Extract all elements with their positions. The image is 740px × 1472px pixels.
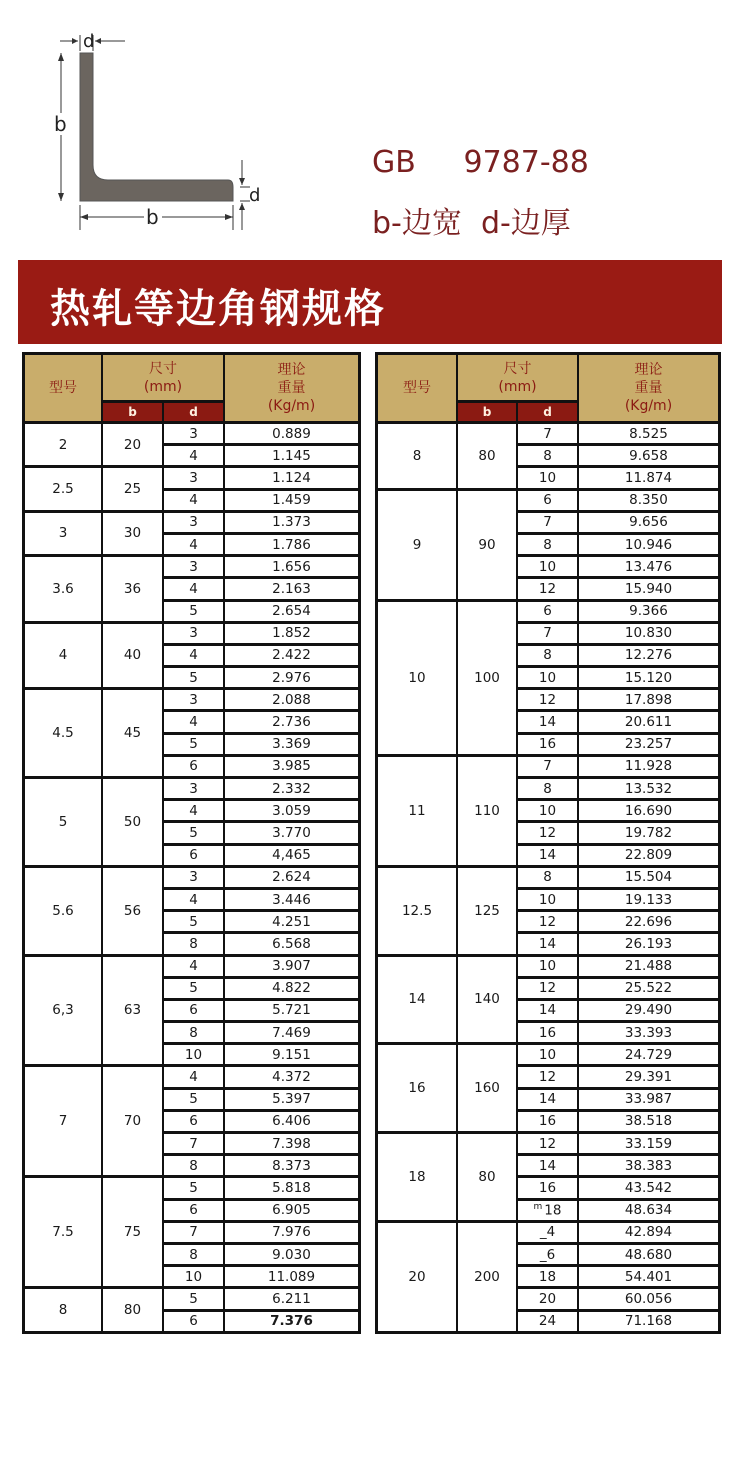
table-row [378,424,721,446]
cell-weight: 2.976 [225,668,361,690]
cell-weight: 26.193 [579,934,721,956]
cell-weight: 1.373 [225,513,361,535]
table-row [25,557,361,579]
cell-model: 7 [25,1067,103,1178]
cell-weight: 9.366 [579,602,721,624]
cell-weight: 4.251 [225,912,361,934]
cell-b: 45 [103,690,164,779]
cell-weight: 19.133 [579,890,721,912]
cell-d: 10 [518,468,579,490]
cell-d: 5 [164,912,225,934]
cell-b: 110 [458,757,518,868]
header-size-label: 尺寸 [149,360,177,377]
cell-d: 6 [164,757,225,779]
cell-weight: 2.654 [225,602,361,624]
cell-weight: 4,465 [225,846,361,868]
cell-d: _4 [518,1223,579,1245]
cell-weight: 8.373 [225,1156,361,1178]
cell-d: 8 [518,446,579,468]
cell-d: 14 [518,934,579,956]
table-row [25,779,361,801]
cell-d: 12 [518,1067,579,1089]
standard-code: GB 9787-88 [372,145,589,180]
cell-d: 12 [518,579,579,601]
header-weight-line2: 重量 [634,380,663,396]
cell-weight: 23.257 [579,735,721,757]
table-row [25,1289,361,1311]
cell-weight: 3.907 [225,957,361,979]
cell-b: 63 [103,957,164,1068]
cell-weight: 11.928 [579,757,721,779]
table-row [25,690,361,712]
cell-weight: 4.822 [225,979,361,1001]
cell-d: 4 [164,801,225,823]
cell-weight: 6.406 [225,1112,361,1134]
cell-d: 4 [164,535,225,557]
table-row [25,1178,361,1200]
cell-d: 14 [518,846,579,868]
cell-d: 6 [164,1112,225,1134]
cell-d: 14 [518,1001,579,1023]
cell-weight: 1.124 [225,468,361,490]
label-d-right: d [249,185,261,206]
cell-d: 6 [518,602,579,624]
header-model: 型号 [378,355,458,424]
cell-model: 5.6 [25,868,103,957]
cell-model: 18 [378,1134,458,1223]
cell-d: 6 [518,491,579,513]
table-row [378,1223,721,1245]
header-model: 型号 [25,355,103,424]
cell-d: _6 [518,1245,579,1267]
cell-d: 16 [518,735,579,757]
cell-model: 4.5 [25,690,103,779]
cell-weight: 71.168 [579,1312,721,1334]
left-spec-table-wrapper [22,352,361,1334]
cell-weight: 1.786 [225,535,361,557]
cell-weight: 6.211 [225,1289,361,1311]
cell-d: 10 [518,1045,579,1067]
cell-d: $^m$ 18 [518,1201,579,1223]
cell-model: 11 [378,757,458,868]
cell-d: 14 [518,1156,579,1178]
cell-d: 8 [164,1023,225,1045]
cell-d: 14 [518,712,579,734]
title-banner [18,260,722,344]
cell-model: 8 [378,424,458,491]
label-b-bottom: b [146,205,159,229]
cell-d: 10 [164,1267,225,1289]
cell-weight: 8.350 [579,491,721,513]
cell-d: 20 [518,1289,579,1311]
cell-weight: 48.680 [579,1245,721,1267]
header-weight-line1: 理论 [277,362,306,378]
cell-d: 5 [164,1289,225,1311]
cell-model: 9 [378,491,458,602]
cell-d: 3 [164,513,225,535]
header-d: d [518,403,579,424]
cell-weight: 33.393 [579,1023,721,1045]
cell-d: 5 [164,602,225,624]
cell-d: 6 [164,1001,225,1023]
label-b-left: b [54,112,67,136]
cell-d: 4 [164,579,225,601]
right-spec-table [375,352,721,1334]
cell-weight: 3.059 [225,801,361,823]
cell-weight: 38.518 [579,1112,721,1134]
table-row [378,1134,721,1156]
cell-d: 5 [164,1090,225,1112]
cell-b: 50 [103,779,164,868]
cell-d: 10 [518,668,579,690]
header-size-label: 尺寸 [503,360,532,377]
cell-weight: 25.522 [579,979,721,1001]
label-d-top: d [83,31,95,52]
cell-weight: 7.398 [225,1134,361,1156]
cell-d: 7 [164,1223,225,1245]
cell-d: 3 [164,690,225,712]
table-row [25,468,361,490]
cell-d: 4 [164,491,225,513]
cell-d: 7 [518,624,579,646]
cell-weight: 11.874 [579,468,721,490]
header-d: d [164,403,225,424]
cell-weight: 7.976 [225,1223,361,1245]
cell-d: 12 [518,912,579,934]
left-spec-table [22,352,361,1334]
cell-b: 70 [103,1067,164,1178]
cell-d: 4 [164,890,225,912]
cell-b: 30 [103,513,164,557]
page-title: 热轧等边角钢规格 [50,286,386,332]
cell-weight: 15.120 [579,668,721,690]
cell-weight: 2.736 [225,712,361,734]
cell-b: 140 [458,957,518,1046]
cell-d: 3 [164,779,225,801]
cell-d: 7 [518,513,579,535]
cell-weight: 19.782 [579,823,721,845]
cell-weight: 21.488 [579,957,721,979]
cell-d: 10 [164,1045,225,1067]
cell-b: 80 [103,1289,164,1333]
cell-d: 8 [518,646,579,668]
cell-b: 40 [103,624,164,691]
cell-weight: 2.624 [225,868,361,890]
cell-weight: 10.946 [579,535,721,557]
cell-d: 10 [518,801,579,823]
cell-d: 5 [164,823,225,845]
cell-weight: 6.568 [225,934,361,956]
cell-weight: 9.151 [225,1045,361,1067]
cell-b: 80 [458,1134,518,1223]
cell-weight: 5.397 [225,1090,361,1112]
cell-weight: 3.446 [225,890,361,912]
cell-weight: 29.490 [579,1001,721,1023]
cell-weight: 24.729 [579,1045,721,1067]
cell-d: 10 [518,890,579,912]
header-size-unit: (mm) [143,378,183,395]
cell-d: 10 [518,957,579,979]
cell-weight: 2.332 [225,779,361,801]
angle-profile-shape [80,53,233,201]
table-row [378,1045,721,1067]
right-table-body [378,424,721,1334]
header-b: b [103,403,164,424]
cell-weight: 2.422 [225,646,361,668]
table-row [25,1067,361,1089]
cell-d: 8 [164,1156,225,1178]
header-size [458,355,579,403]
cell-d: 16 [518,1023,579,1045]
cell-model: 7.5 [25,1178,103,1289]
header-weight [579,355,721,424]
cell-weight: 20.611 [579,712,721,734]
cell-d: 4 [164,1067,225,1089]
cell-d: 12 [518,690,579,712]
cell-model: 3.6 [25,557,103,624]
cell-d: 7 [518,757,579,779]
cell-d: 8 [518,779,579,801]
table-row [378,491,721,513]
cell-b: 80 [458,424,518,491]
header-weight-unit: (Kg/m) [267,398,316,414]
header-size [103,355,225,403]
table-row [25,868,361,890]
cell-weight: 13.532 [579,779,721,801]
cell-d: 7 [164,1134,225,1156]
cell-d: 3 [164,624,225,646]
cell-d: 24 [518,1312,579,1334]
header-weight-unit: (Kg/m) [624,398,673,414]
table-row [378,957,721,979]
cell-model: 8 [25,1289,103,1333]
cell-weight: 5.721 [225,1001,361,1023]
cell-d: 12 [518,979,579,1001]
cell-weight: 9.658 [579,446,721,468]
cell-b: 56 [103,868,164,957]
header-weight-line1: 理论 [634,362,663,378]
header-weight-line2: 重量 [277,380,306,396]
cell-d: 4 [164,646,225,668]
cell-weight: 2.088 [225,690,361,712]
table-row [378,602,721,624]
cell-d: 5 [164,668,225,690]
cell-weight: 8.525 [579,424,721,446]
cell-b: 100 [458,602,518,757]
cell-d: 4 [164,446,225,468]
cell-d: 6 [164,1312,225,1334]
cell-model: 14 [378,957,458,1046]
cell-model: 10 [378,602,458,757]
cell-b: 125 [458,868,518,957]
cell-weight: 9.030 [225,1245,361,1267]
cell-d: 10 [518,557,579,579]
cell-weight: 60.056 [579,1289,721,1311]
angle-steel-diagram [40,25,270,235]
cell-weight: 11.089 [225,1267,361,1289]
cell-d: 18 [518,1267,579,1289]
cell-d: 14 [518,1090,579,1112]
cell-d: 6 [164,1201,225,1223]
cell-weight: 7.376 [225,1312,361,1334]
cell-weight: 22.809 [579,846,721,868]
cell-b: 160 [458,1045,518,1134]
cell-model: 16 [378,1045,458,1134]
cell-d: 5 [164,979,225,1001]
cell-weight: 3.770 [225,823,361,845]
cell-model: 3 [25,513,103,557]
cell-d: 8 [518,535,579,557]
cell-weight: 1.145 [225,446,361,468]
header-weight [225,355,361,424]
cell-weight: 54.401 [579,1267,721,1289]
cell-d: 6 [164,846,225,868]
cell-b: 25 [103,468,164,512]
cell-d: 3 [164,424,225,446]
cell-weight: 9.656 [579,513,721,535]
cell-weight: 5.818 [225,1178,361,1200]
table-row [25,513,361,535]
table-row [378,757,721,779]
cell-model: 5 [25,779,103,868]
cell-weight: 4.372 [225,1067,361,1089]
table-row [378,868,721,890]
cell-d: 16 [518,1178,579,1200]
cell-weight: 3.985 [225,757,361,779]
cell-model: 6,3 [25,957,103,1068]
cell-b: 20 [103,424,164,468]
left-table-body [25,424,361,1334]
cell-b: 90 [458,491,518,602]
cell-weight: 2.163 [225,579,361,601]
cell-weight: 7.469 [225,1023,361,1045]
cell-d: 5 [164,735,225,757]
cell-weight: 48.634 [579,1201,721,1223]
cell-weight: 42.894 [579,1223,721,1245]
header-size-unit: (mm) [498,378,537,395]
cell-model: 12.5 [378,868,458,957]
cell-weight: 33.987 [579,1090,721,1112]
cell-d: 8 [164,934,225,956]
cell-b: 75 [103,1178,164,1289]
cell-weight: 3.369 [225,735,361,757]
cell-weight: 29.391 [579,1067,721,1089]
cell-weight: 1.459 [225,491,361,513]
cell-weight: 33.159 [579,1134,721,1156]
cell-weight: 15.940 [579,579,721,601]
cell-d: 3 [164,868,225,890]
cell-d: 16 [518,1112,579,1134]
cell-b: 200 [458,1223,518,1334]
cell-weight: 12.276 [579,646,721,668]
cell-weight: 1.656 [225,557,361,579]
table-row [25,624,361,646]
cell-d: 8 [518,868,579,890]
cell-d: 12 [518,1134,579,1156]
cell-model: 2 [25,424,103,468]
table-row [25,424,361,446]
cell-weight: 10.830 [579,624,721,646]
cell-weight: 6.905 [225,1201,361,1223]
cell-model: 2.5 [25,468,103,512]
cell-d: 7 [518,424,579,446]
cell-weight: 38.383 [579,1156,721,1178]
cell-model: 4 [25,624,103,691]
cell-d: 3 [164,557,225,579]
cell-weight: 15.504 [579,868,721,890]
header-b: b [458,403,518,424]
cell-weight: 43.542 [579,1178,721,1200]
cell-model: 20 [378,1223,458,1334]
cell-d: 12 [518,823,579,845]
cell-weight: 13.476 [579,557,721,579]
cell-weight: 16.690 [579,801,721,823]
right-spec-table-wrapper [375,352,721,1334]
cell-weight: 17.898 [579,690,721,712]
cell-weight: 0.889 [225,424,361,446]
dimension-legend: b-边宽 d-边厚 [372,206,571,241]
cell-weight: 22.696 [579,912,721,934]
cell-d: 3 [164,468,225,490]
table-row [25,957,361,979]
cell-d: 5 [164,1178,225,1200]
cell-weight: 1.852 [225,624,361,646]
footnote-mark: m [533,1201,543,1212]
cell-d: 4 [164,712,225,734]
cell-d: 4 [164,957,225,979]
cell-d: 8 [164,1245,225,1267]
cell-b: 36 [103,557,164,624]
